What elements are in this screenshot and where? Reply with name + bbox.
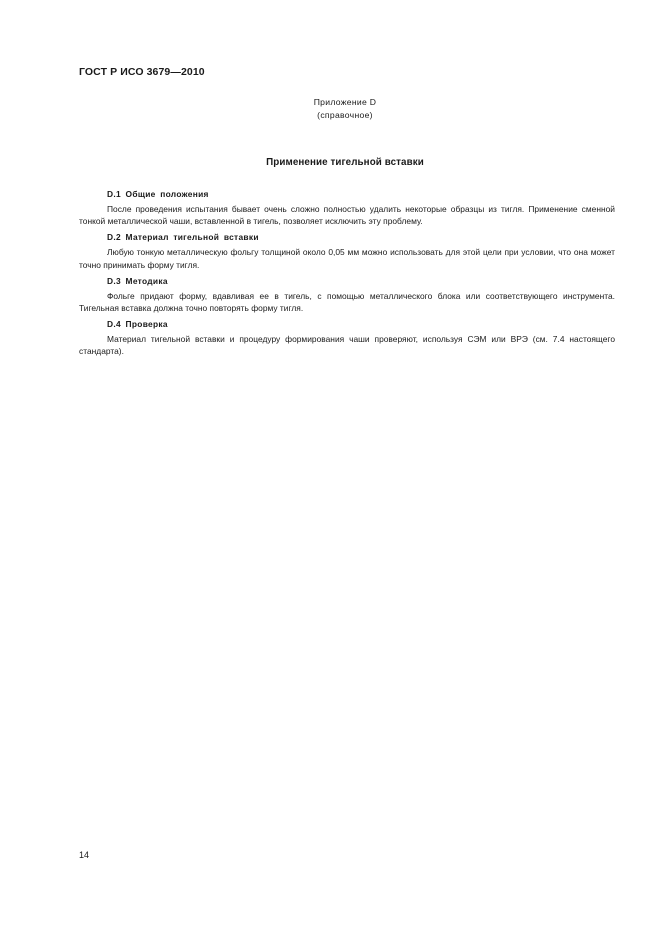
appendix-label: Приложение D <box>313 97 377 107</box>
section-heading: D.4 Проверка <box>107 318 168 329</box>
section-paragraph: После проведения испытания бывает очень сложно полностью удалить некоторые образцы из тигля. Применение сменной тонкой металлической чаши, вставленной в тигель, позволяет исключить эту проблему. <box>79 204 615 227</box>
section-d4 <box>79 318 615 358</box>
section-paragraph: Материал тигельной вставки и процедуру формирования чаши проверяют, используя СЭМ или ВРЭ (см. 7.4 настоящего стандарта). <box>79 333 615 357</box>
section-heading: D.1 Общие положения <box>107 189 209 199</box>
section-d2 <box>79 231 615 271</box>
section-heading: D.3 Методика <box>107 275 168 286</box>
section-heading: D.2 Материал тигельной вставки <box>107 232 259 243</box>
section-paragraph: Любую тонкую металлическую фольгу толщиной около 0,05 мм можно использовать для этой цели при условии, что она может точно принимать форму тигля. <box>79 247 615 270</box>
standard-designation: ГОСТ Р ИСО 3679—2010 <box>79 66 205 78</box>
section-d1 <box>79 188 615 228</box>
section-paragraph: Фольге придают форму, вдавливая ее в тигель, с помощью металлического блока или соответствующего инструмента. Тигельная вставка должна точно повторять форму тигля. <box>79 290 615 314</box>
appendix-label-block <box>260 96 430 122</box>
page-number: 14 <box>79 850 90 860</box>
appendix-title: Применение тигельной вставки <box>266 157 424 168</box>
appendix-status: (справочное) <box>317 110 373 120</box>
sections-container <box>79 188 615 361</box>
section-d3 <box>79 275 615 315</box>
